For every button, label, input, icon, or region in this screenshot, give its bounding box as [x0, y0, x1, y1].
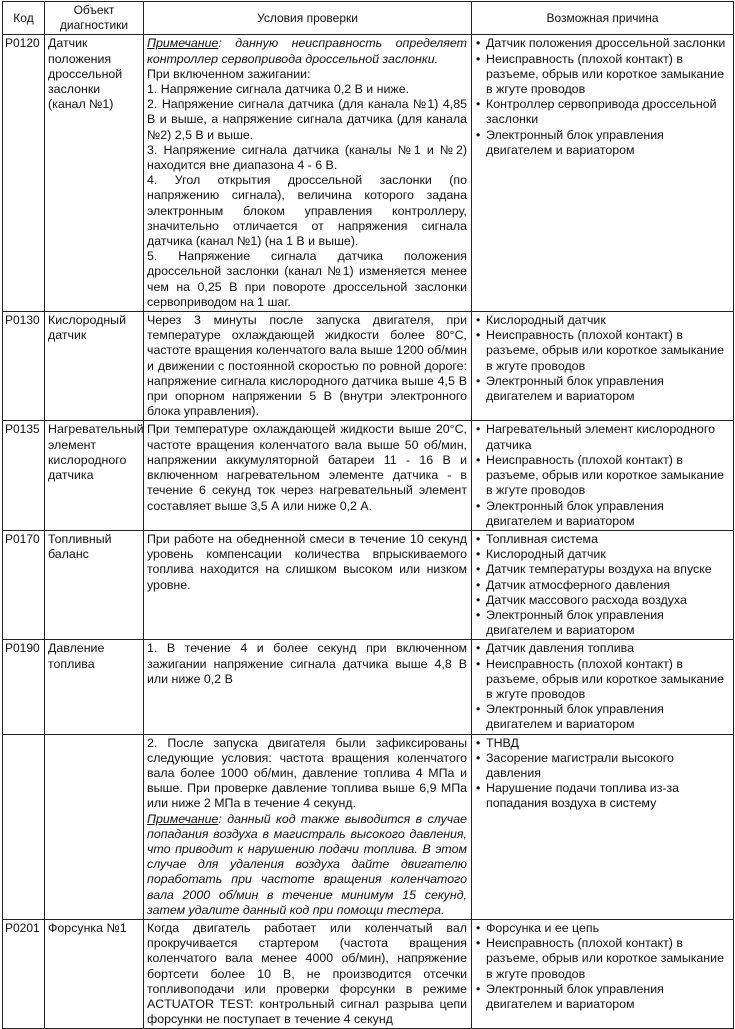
cause-list — [475, 921, 730, 1012]
cell-object: Датчик положения дроссельной заслонки (канал №1) — [45, 35, 144, 312]
table-row — [3, 530, 734, 639]
cell-object: Форсунка №1 — [45, 919, 144, 1028]
cell-causes — [472, 312, 734, 421]
cell-object: Топливный баланс — [45, 530, 144, 639]
condition-paragraph: 2. После запуска двигателя были зафиксированы следующие условия: частота вращения коленчатого вала более 1000 об/мин, давление топлива 4 МПа и выше. При проверке давление топлива выше 6,9 МПа или ниже 2 МПа в течение 4 секунд. — [147, 735, 467, 811]
diagnostic-table — [2, 1, 734, 1029]
condition-paragraph — [147, 36, 467, 66]
cause-item: • Датчик положения дроссельной заслонки — [475, 36, 730, 51]
note-label: Примечание — [147, 36, 219, 51]
cell-object: Нагревательный элемент кислородного датчика — [45, 421, 144, 530]
cause-item: • Электронный блок управления двигателем и вариатором — [475, 374, 730, 404]
cause-item: • ТНВД — [475, 736, 730, 751]
header-code: Код — [3, 2, 45, 35]
cell-conditions — [144, 919, 472, 1028]
cell-object: Кислородный датчик — [45, 312, 144, 421]
cause-list — [475, 641, 730, 732]
cause-item: • Нагревательный элемент кислородного датчика — [475, 422, 730, 452]
header-conditions: Условия проверки — [144, 2, 472, 35]
cause-item: • Нарушение подачи топлива из-за попадания воздуха в систему — [475, 781, 730, 811]
table-row — [3, 734, 734, 919]
cell-object: Давление топлива — [45, 640, 144, 734]
cause-item: • Неисправность (плохой контакт) в разъеме, обрыв или короткое замыкание в жгуте проводов — [475, 936, 730, 982]
cell-code: P0170 — [3, 530, 45, 639]
header-causes: Возможная причина — [472, 2, 734, 35]
cause-list — [475, 532, 730, 638]
note-label: Примечание — [147, 811, 219, 826]
condition-paragraph: 5. Напряжение сигнала датчика положения дроссельной заслонки (канал №1) изменяется менее чем на 0,25 В при повороте дроссельной заслонки сервоприводом на 1 шаг. — [147, 249, 467, 309]
cause-item: • Датчик массового расхода воздуха — [475, 593, 730, 608]
cell-causes — [472, 919, 734, 1028]
table-row — [3, 421, 734, 530]
condition-paragraph: 4. Угол открытия дроссельной заслонки (по напряжению сигнала), величина которого задана электронным блоком управления контроллеру, значительно отличается от напряжения сигнала датчика (канал №1) (на 1 В и выше). — [147, 173, 467, 249]
condition-paragraph: При температуре охлаждающей жидкости выше 20°С, частоте вращения коленчатого вала выше 50 об/мин, напряжении аккумуляторной батареи 11 - 16 В и включенном нагревательном элементе датчика - в течение 6 секунд ток через нагревательный элемент составляет выше 3,5 А или ниже 0,2 А. — [147, 422, 467, 513]
table-header-row — [3, 2, 734, 35]
cause-item: • Электронный блок управления двигателем и вариатором — [475, 608, 730, 638]
table-row — [3, 919, 734, 1028]
cause-item: • Контроллер сервопривода дроссельной заслонки — [475, 97, 730, 127]
cause-item: • Датчик температуры воздуха на впуске — [475, 562, 730, 577]
cell-causes — [472, 530, 734, 639]
condition-paragraph: 3. Напряжение сигнала датчика (каналы №1 и №2) находится вне диапазона 4 - 6 В. — [147, 142, 467, 173]
condition-paragraph: Когда двигатель работает или коленчатый вал прокручивается стартером (частота вращения коленчатого вала менее 4000 об/мин), напряжение бортсети более 10 В, не производится отсечки топливоподачи или проверки форсунки в режиме ACTUATOR TEST: контрольный сигнал разрыва цепи форсунки не поступает в течение 4 секунд — [147, 920, 467, 1027]
condition-paragraph: Через 3 минуты после запуска двигателя, при температуре охлаждающей жидкости более 80°С, частоте вращения коленчатого вала выше 1200 об/мин и движении с постоянной скоростью по ровной дороге: напряжение сигнала кислородного датчика выше 4,5 В при опорном напряжении 5 В (внутри электронного блока управления). — [147, 313, 467, 419]
cause-list — [475, 313, 730, 404]
table-row — [3, 312, 734, 421]
cause-item: • Электронный блок управления двигателем и вариатором — [475, 982, 730, 1012]
cause-item: • Неисправность (плохой контакт) в разъеме, обрыв или короткое замыкание в жгуте проводов — [475, 328, 730, 374]
cause-item: • Засорение магистрали высокого давления — [475, 751, 730, 781]
cause-item: • Кислородный датчик — [475, 313, 730, 328]
table-body — [3, 35, 734, 1029]
cell-code: P0201 — [3, 919, 45, 1028]
cell-code: P0120 — [3, 35, 45, 312]
note-text: : данную неисправность определяет контроллер сервопривода дроссельной заслонки. — [147, 36, 467, 66]
cause-item: • Датчик атмосферного давления — [475, 578, 730, 593]
cause-item: • Неисправность (плохой контакт) в разъеме, обрыв или короткое замыкание в жгуте проводов — [475, 52, 730, 98]
cause-item: • Неисправность (плохой контакт) в разъеме, обрыв или короткое замыкание в жгуте проводов — [475, 453, 730, 499]
condition-paragraph: 1. Напряжение сигнала датчика 0,2 В и ниже. — [147, 82, 410, 97]
cell-conditions — [144, 734, 472, 919]
cell-causes — [472, 421, 734, 530]
table-row — [3, 35, 734, 312]
cell-code: P0130 — [3, 312, 45, 421]
cell-conditions — [144, 640, 472, 734]
cell-causes — [472, 35, 734, 312]
condition-paragraph: 1. В течение 4 и более секунд при включенном зажигании напряжение сигнала датчика выше 4,8 В или ниже 0,2 В — [147, 641, 467, 686]
condition-paragraph: 2. Напряжение сигнала датчика (для канала №1) 4,85 В и выше, а напряжение сигнала датчика (для канала №2) 2,5 В и выше. — [147, 97, 467, 142]
cell-causes — [472, 640, 734, 734]
cell-object — [45, 734, 144, 919]
cause-list — [475, 422, 730, 528]
cause-item: • Неисправность (плохой контакт) в разъеме, обрыв или короткое замыкание в жгуте проводов — [475, 657, 730, 703]
cause-item: • Форсунка и ее цепь — [475, 921, 730, 936]
cell-causes — [472, 734, 734, 919]
condition-paragraph: При включенном зажигании: — [147, 66, 311, 81]
cause-list — [475, 736, 730, 812]
cause-item: • Датчик давления топлива — [475, 641, 730, 656]
cell-code: P0190 — [3, 640, 45, 734]
cause-item: • Топливная система — [475, 532, 730, 547]
cause-item: • Электронный блок управления двигателем и вариатором — [475, 702, 730, 732]
header-object: Объект диагностики — [45, 2, 144, 35]
cause-item: • Электронный блок управления двигателем и вариатором — [475, 499, 730, 529]
condition-paragraph: При работе на обедненной смеси в течение 10 секунд уровень компенсации количества впрыскиваемого топлива находится на слишком высоком или низком уровне. — [147, 531, 467, 592]
cause-item: • Кислородный датчик — [475, 547, 730, 562]
cell-conditions — [144, 421, 472, 530]
cause-list — [475, 36, 730, 158]
note-text: : данный код также выводится в случае попадания воздуха в магистраль высокого давления, что приводит к нарушению подачи топлива. В этом случае для удаления воздуха дайте двигателю поработать при частоте вращения коленчатого вала 2000 об/мин в течение минимум 15 секунд, затем удалите данный код при помощи тестера. — [147, 811, 467, 917]
cell-conditions — [144, 530, 472, 639]
cell-conditions — [144, 312, 472, 421]
cell-code: P0135 — [3, 421, 45, 530]
cause-item: • Электронный блок управления двигателем и вариатором — [475, 128, 730, 158]
cell-conditions — [144, 35, 472, 312]
cell-code — [3, 734, 45, 919]
table-row — [3, 640, 734, 734]
condition-paragraph — [147, 812, 467, 918]
